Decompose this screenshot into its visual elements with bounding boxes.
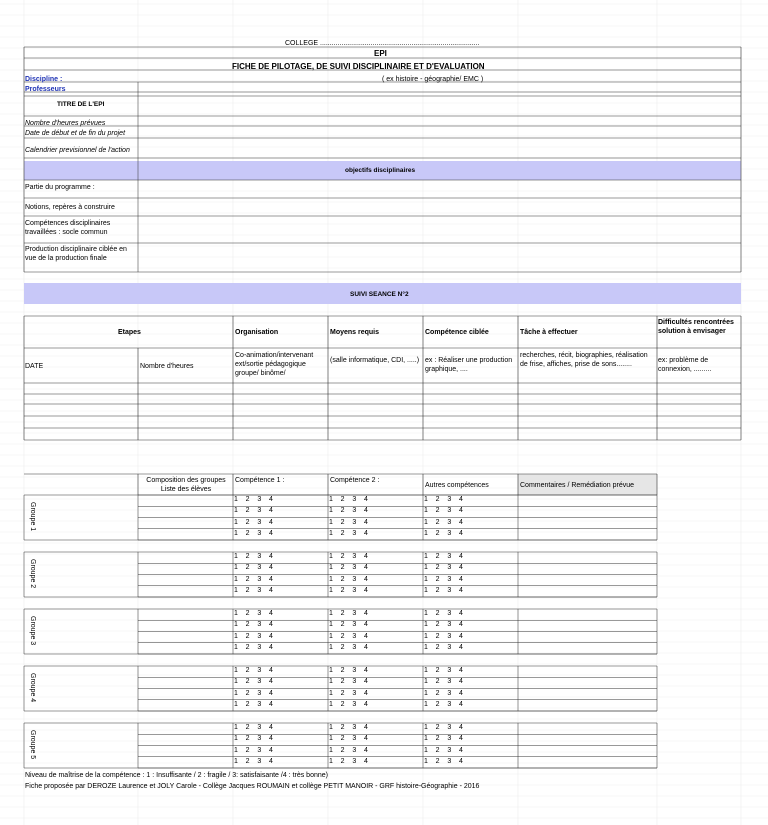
col-etapes: Etapes — [118, 329, 141, 336]
competence-rating: 1 2 3 4 — [234, 700, 273, 708]
row-date: DATE — [25, 363, 44, 370]
calendrier-label: Calendrier previsionnel de l'action — [25, 147, 130, 154]
discipline-label: Discipline : — [25, 76, 63, 83]
competence-rating: 1 2 3 4 — [424, 667, 463, 674]
competence-rating: 1 2 3 4 — [329, 586, 368, 594]
competence-rating: 1 2 3 4 — [234, 496, 273, 503]
competence-rating: 1 2 3 4 — [329, 746, 368, 754]
competence-rating: 1 2 3 4 — [424, 496, 463, 503]
competence-rating: 1 2 3 4 — [329, 529, 368, 537]
commentaires-header: Commentaires / Remédiation prévue — [520, 482, 634, 489]
col-tache: Tâche à effectuer — [520, 329, 578, 336]
competence-rating: 1 2 3 4 — [424, 632, 463, 640]
group-label: Groupe 1 — [29, 502, 36, 532]
competence-rating: 1 2 3 4 — [329, 667, 368, 674]
competence-rating: 1 2 3 4 — [234, 643, 273, 651]
epi-title: EPI — [374, 49, 387, 58]
competence-rating: 1 2 3 4 — [234, 610, 273, 617]
objectif-row-programme: Partie du programme : — [25, 184, 95, 191]
competence-rating: 1 2 3 4 — [234, 632, 273, 640]
credit-line: Fiche proposée par DEROZE Laurence et JOLY Carole - Collège Jacques ROUMAIN et collège PETIT MANOIR - GRF histoire-Géographie - 2016 — [25, 783, 480, 790]
competence-rating: 1 2 3 4 — [424, 507, 463, 515]
competence-rating: 1 2 3 4 — [329, 724, 368, 731]
competence-rating: 1 2 3 4 — [424, 757, 463, 765]
competence1-header: Compétence 1 : — [235, 477, 285, 484]
competence-rating: 1 2 3 4 — [424, 724, 463, 731]
row-organisation: Co-animation/intervenant ext/sortie pédagogique groupe/ binôme/ — [235, 352, 314, 377]
competence-rating: 1 2 3 4 — [329, 553, 368, 560]
autres-header: Autres compétences — [425, 482, 489, 489]
competence-legend: Niveau de maîtrise de la compétence : 1 : Insuffisante / 2 : fragile / 3: satisfaisante /4 : très bonne) — [25, 772, 328, 779]
competence-rating: 1 2 3 4 — [424, 643, 463, 651]
objectif-row-competences: Compétences disciplinaires travaillées : socle commun — [25, 220, 111, 236]
competence-rating: 1 2 3 4 — [234, 529, 273, 537]
composition-header: Composition des groupes Liste des élèves — [146, 477, 226, 493]
objectifs-heading: objectifs disciplinaires — [345, 167, 416, 174]
nb-heures-label: Nombre d'heures prévues — [25, 120, 106, 127]
competence-rating: 1 2 3 4 — [424, 689, 463, 697]
competence-rating: 1 2 3 4 — [424, 621, 463, 629]
subtitle: ( ex histoire - géographie/ EMC ) — [382, 76, 484, 83]
competence-rating: 1 2 3 4 — [234, 621, 273, 629]
col-competence: Compétence ciblée — [425, 329, 489, 336]
competence-rating: 1 2 3 4 — [424, 746, 463, 754]
competence-rating: 1 2 3 4 — [424, 553, 463, 560]
group-label: Groupe 5 — [29, 730, 36, 760]
suivi-heading: SUIVI SEANCE N°2 — [350, 291, 409, 298]
competence-rating: 1 2 3 4 — [234, 575, 273, 583]
dates-label: Date de début et de fin du projet — [25, 130, 126, 137]
competence-rating: 1 2 3 4 — [329, 643, 368, 651]
objectif-row-production: Production disciplinaire ciblée en vue de la production finale — [25, 246, 127, 262]
competence-rating: 1 2 3 4 — [329, 678, 368, 686]
page-title: FICHE DE PILOTAGE, DE SUIVI DISCIPLINAIRE ET D'EVALUATION — [232, 62, 485, 71]
competence-rating: 1 2 3 4 — [424, 518, 463, 526]
competence-rating: 1 2 3 4 — [234, 518, 273, 526]
competence-rating: 1 2 3 4 — [234, 757, 273, 765]
competence-rating: 1 2 3 4 — [329, 757, 368, 765]
competence-rating: 1 2 3 4 — [234, 689, 273, 697]
competence-rating: 1 2 3 4 — [329, 564, 368, 572]
competence-rating: 1 2 3 4 — [329, 689, 368, 697]
competence-rating: 1 2 3 4 — [234, 678, 273, 686]
competence-rating: 1 2 3 4 — [424, 529, 463, 537]
competence-rating: 1 2 3 4 — [234, 667, 273, 674]
competence-rating: 1 2 3 4 — [424, 575, 463, 583]
competence-rating: 1 2 3 4 — [234, 586, 273, 594]
competence-rating: 1 2 3 4 — [329, 518, 368, 526]
competence-rating: 1 2 3 4 — [424, 564, 463, 572]
competence-rating: 1 2 3 4 — [329, 632, 368, 640]
row-moyens: (salle informatique, CDI, .....) — [330, 357, 420, 364]
competence-rating: 1 2 3 4 — [329, 496, 368, 503]
group-label: Groupe 4 — [29, 673, 36, 703]
competence-rating: 1 2 3 4 — [234, 724, 273, 731]
competence-rating: 1 2 3 4 — [234, 735, 273, 743]
row-tache: recherches, récit, biographies, réalisation de frise, affiches, prise de sons........ — [520, 352, 648, 368]
competence2-header: Compétence 2 : — [330, 477, 380, 484]
college-line: COLLEGE .................................................................................. — [285, 40, 480, 47]
row-nb-heures: Nombre d'heures — [140, 363, 194, 370]
competence-rating: 1 2 3 4 — [424, 678, 463, 686]
col-difficultes: Difficultés rencontrées solution à envisager — [658, 319, 734, 335]
competence-rating: 1 2 3 4 — [234, 553, 273, 560]
competence-rating: 1 2 3 4 — [329, 507, 368, 515]
group-label: Groupe 2 — [29, 559, 36, 589]
competence-rating: 1 2 3 4 — [234, 746, 273, 754]
competence-rating: 1 2 3 4 — [234, 564, 273, 572]
competence-rating: 1 2 3 4 — [329, 575, 368, 583]
group-label: Groupe 3 — [29, 616, 36, 646]
competence-rating: 1 2 3 4 — [424, 586, 463, 594]
row-difficultes: ex: problème de connexion, ......... — [658, 357, 712, 373]
competence-rating: 1 2 3 4 — [329, 610, 368, 617]
col-organisation: Organisation — [235, 329, 279, 336]
row-competence: ex : Réaliser une production graphique, .... — [425, 357, 513, 373]
col-moyens: Moyens requis — [330, 329, 380, 336]
competence-rating: 1 2 3 4 — [329, 735, 368, 743]
competence-rating: 1 2 3 4 — [424, 735, 463, 743]
professeurs-label: Professeurs — [25, 86, 66, 93]
competence-rating: 1 2 3 4 — [424, 700, 463, 708]
competence-rating: 1 2 3 4 — [329, 700, 368, 708]
competence-rating: 1 2 3 4 — [424, 610, 463, 617]
competence-rating: 1 2 3 4 — [329, 621, 368, 629]
titre-epi-label: TITRE DE L'EPI — [57, 101, 105, 108]
objectif-row-notions: Notions, repères à construire — [25, 204, 115, 211]
competence-rating: 1 2 3 4 — [234, 507, 273, 515]
